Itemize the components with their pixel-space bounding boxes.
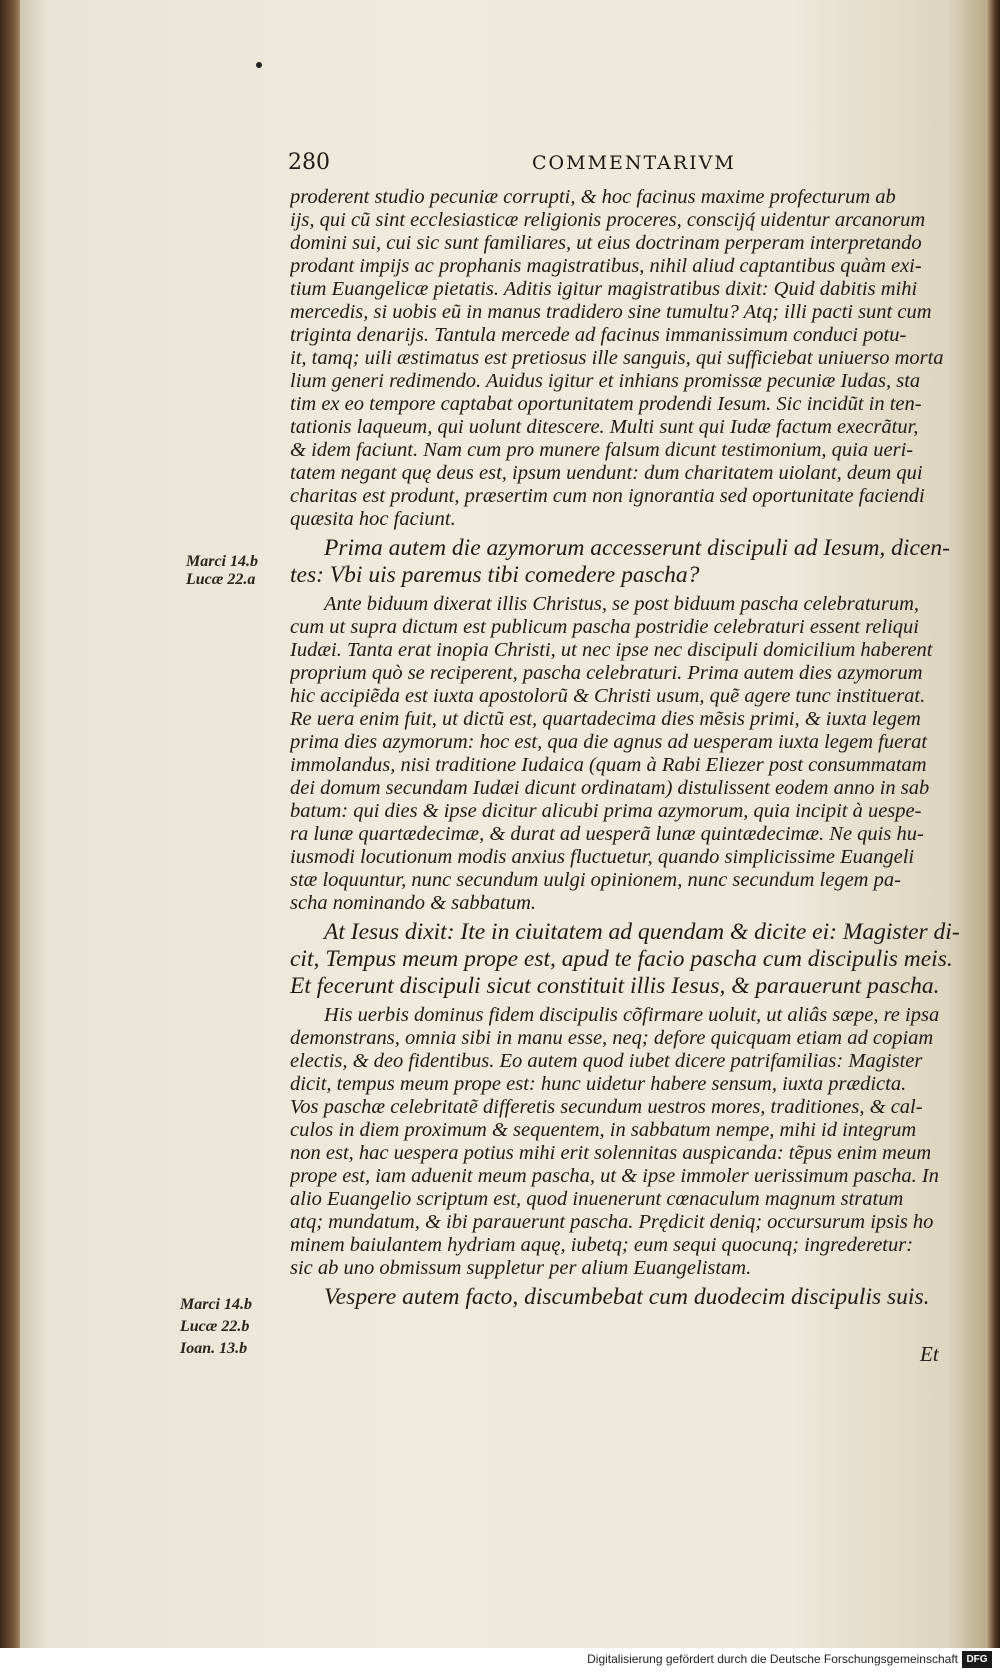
catchword: Et	[920, 1342, 939, 1366]
ink-spot	[256, 62, 262, 68]
text-line: charitas est produnt, præsertim cum non ignorantia sed oportunitate faciendi	[290, 485, 925, 507]
text-line: proderent studio pecuniæ corrupti, & hoc facinus maxime profecturum ab	[290, 186, 896, 208]
text-line: quæsita hoc faciunt.	[290, 508, 456, 530]
main-text	[290, 186, 960, 1311]
text-line: At Iesus dixit: Ite in ciuitatem ad quendam & dicite ei: Magister di-	[324, 919, 960, 945]
text-line: Vespere autem facto, discumbebat cum duodecim discipulis suis.	[324, 1284, 930, 1310]
text-line: lium generi redimendo. Auidus igitur et inhians promissæ pecuniæ Iudas, sta	[290, 370, 921, 392]
page-number: 280	[288, 150, 330, 175]
text-line: prima dies azymorum: hoc est, qua die agnus ad uesperam iuxta legem fuerat	[290, 731, 928, 753]
text-line: Et fecerunt discipuli sicut constituit illis Iesus, & parauerunt pascha.	[290, 973, 940, 999]
text-line: it, tamq; uili æstimatus est pretiosus ille sanguis, qui sufficiebat uniuerso morta	[290, 347, 944, 369]
text-line: cit, Tempus meum prope est, apud te facio pascha cum discipulis meis.	[290, 946, 953, 972]
text-line: scha nominando & sabbatum.	[290, 892, 536, 914]
text-line: tatem negant quę deus est, ipsum uendunt: dum charitatem uiolant, deum qui	[290, 462, 923, 484]
text-line: Vos paschæ celebritatẽ differetis secundum uestros mores, traditiones, & cal-	[290, 1096, 923, 1118]
margin-reference: Marci 14.b Lucæ 22.b Ioan. 13.b	[180, 1296, 252, 1357]
text-line: Iudæi. Tanta erat inopia Christi, ut nec ipse nec discipuli domicilium haberent	[290, 639, 933, 661]
margin-reference: Marci 14.b Lucæ 22.a	[186, 553, 258, 588]
text-line: stæ loquuntur, nunc secundum uulgi opinionem, nunc secundum legem pa-	[290, 869, 901, 891]
text-line: minem baiulantem hydriam aquę, iubetq; eum sequi quocunq; ingrederetur:	[290, 1234, 914, 1256]
text-line: tim ex eo tempore captabat oportunitatem prodendi Iesum. Sic incidũt in ten-	[290, 393, 922, 415]
dfg-logo-icon: DFG	[962, 1651, 992, 1668]
digitization-footer	[0, 1648, 1000, 1673]
text-line: & idem faciunt. Nam cum pro munere falsum dicunt testimonium, quia ueri-	[290, 439, 914, 461]
funding-notice: Digitalisierung gefördert durch die Deutsche Forschungsgemeinschaft	[587, 1652, 958, 1666]
text-line: demonstrans, omnia sibi in manu esse, neq; defore quicquam etiam ad copiam	[290, 1027, 934, 1049]
text-line: tium Euangelicæ pietatis. Aditis igitur magistratibus dixit: Quid dabitis mihi	[290, 278, 918, 300]
text-line: ijs, qui cũ sint ecclesiasticæ religionis proceres, conscijq́ uidentur arcanorum	[290, 209, 926, 231]
text-line: mercedis, si uobis eũ in manus tradidero sine tumultu? Atq; illi pacti sunt cum	[290, 301, 932, 323]
paragraph-commentary	[290, 186, 960, 531]
text-line: electis, & deo fidentibus. Eo autem quod iubet dicere patrifamilias: Magister	[290, 1050, 923, 1072]
paragraph-scripture	[290, 919, 960, 1000]
text-line: dei domum secundam Iudæi dicunt ordinatam) distulissent eodem anno in sab	[290, 777, 930, 799]
text-line: prodant impijs ac prophanis magistratibus, nihil aliud captantibus quàm exi-	[290, 255, 922, 277]
text-line: dicit, tempus meum prope est: hunc uidetur habere sensum, iuxta prædicta.	[290, 1073, 907, 1095]
text-line: His uerbis dominus fidem discipulis cõfirmare uoluit, ut aliâs sæpe, re ipsa	[324, 1004, 940, 1026]
text-line: triginta denarijs. Tantula mercede ad facinus immanissimum conduci potu-	[290, 324, 907, 346]
text-line: sic ab uno obmissum suppletur per alium Euangelistam.	[290, 1257, 752, 1279]
text-line: tes: Vbi uis paremus tibi comedere pascha?	[290, 562, 700, 588]
text-line: hic accipiẽda est iuxta apostolorũ & Christi usum, quẽ agere tunc instituerat.	[290, 685, 926, 707]
text-line: Re uera enim fuit, ut dictũ est, quartadecima dies mẽsis primi, & iuxta legem	[290, 708, 921, 730]
book-cover-edge-right	[986, 0, 1000, 1673]
paragraph-commentary	[290, 593, 960, 915]
text-line: alio Euangelio scriptum est, quod inuenerunt cœnaculum magnum stratum	[290, 1188, 904, 1210]
running-head	[288, 150, 938, 180]
paragraph-commentary	[290, 1004, 960, 1280]
text-line: ra lunæ quartædecimæ, & durat ad uesperã lunæ quintædecimæ. Ne quis hu-	[290, 823, 924, 845]
paragraph-scripture	[290, 1284, 960, 1311]
text-line: immolandus, nisi traditione Iudaica (quam à Rabi Eliezer post consummatam	[290, 754, 927, 776]
text-line: iusmodi locutionum modis anxius fluctuetur, quando simplicissime Euangeli	[290, 846, 915, 868]
text-line: cum ut supra dictum est publicum pascha postridie celebraturi essent reliqui	[290, 616, 919, 638]
text-line: batum: qui dies & ipse dicitur alicubi prima azymorum, quia incipit à uespe-	[290, 800, 922, 822]
text-line: Ante biduum dixerat illis Christus, se post biduum pascha celebraturum,	[324, 593, 920, 615]
paragraph-scripture	[290, 535, 960, 589]
text-line: Prima autem die azymorum accesserunt discipuli ad Iesum, dicen-	[324, 535, 950, 561]
text-line: non est, hac uespera potius mihi erit solennitas auspicanda: tẽpus enim meum	[290, 1142, 932, 1164]
header-title: COMMENTARIVM	[532, 152, 736, 174]
text-line: proprium quò se reciperent, pascha celebraturi. Prima autem dies azymorum	[290, 662, 923, 684]
text-line: culos in diem proximum & sequentem, in sabbatum nempe, mihi id integrum	[290, 1119, 917, 1141]
text-line: prope est, iam aduenit meum pascha, ut & ipse immoler uerissimum pascha. In	[290, 1165, 939, 1187]
text-line: atq; mundatum, & ibi parauerunt pascha. Prędicit deniq; occursurum ipsis ho	[290, 1211, 934, 1233]
text-line: tationis laqueum, qui uolunt ditescere. Multi sunt qui Iudæ factum execrãtur,	[290, 416, 919, 438]
text-line: domini sui, cui sic sunt familiares, ut eius doctrinam perperam interpretando	[290, 232, 922, 254]
